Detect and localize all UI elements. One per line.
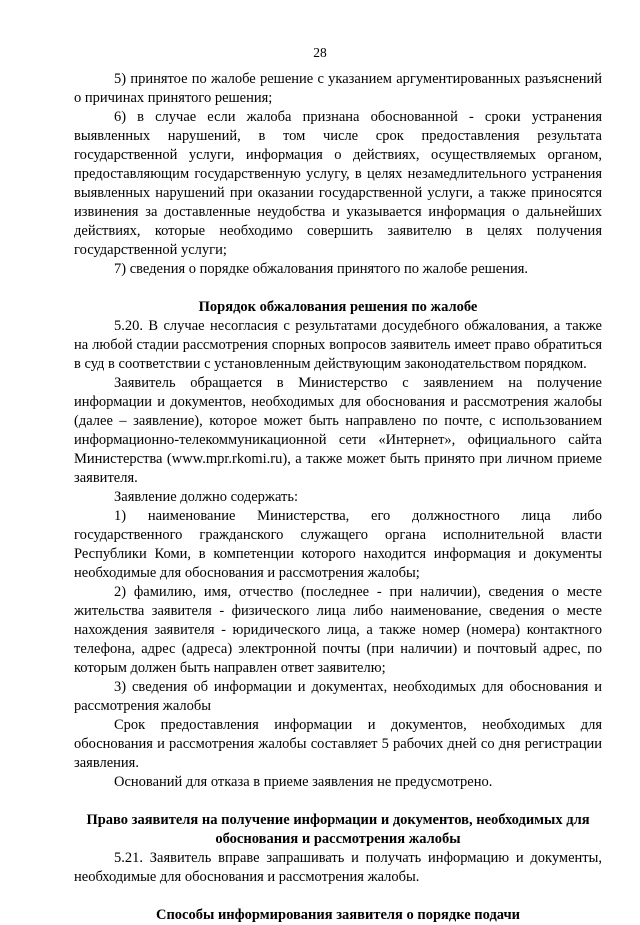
spacer [74,279,602,298]
spacer [74,792,602,811]
section-heading-rights-line1: Право заявителя на получение информации и документов, необходимых для [86,812,590,828]
spacer [74,887,602,906]
list-item-2: 2) фамилию, имя, отчество (последнее - при наличии), сведения о месте жительства заявителя - физического лица либо наименование, сведения о месте нахождения заявителя - юридического лица, а также номер (номера) контактного телефона, адрес (адреса) электронной почты (при наличии) и почтовый адрес, по которым должен быть направлен ответ заявителю; [74,584,602,676]
list-item-5: 5) принятое по жалобе решение с указанием аргументированных разъяснений о причинах принятого решения; [74,71,602,106]
paragraph-application: Заявитель обращается в Министерство с заявлением на получение информации и документов, необходимых для обоснования и рассмотрения жалобы (далее – заявление), которое может быть направлено по почте, с использованием информационно-телекоммуникационной сети «Интернет», официального сайта Министерства (www.mpr.rkomi.ru), а также может быть принято при личном приеме заявителя. [74,375,602,486]
list-item-7: 7) сведения о порядке обжалования принятого по жалобе решения. [114,261,529,277]
page-number: 28 [313,45,327,60]
list-item-1: 1) наименование Министерства, его должностного лица либо государственного гражданского служащего органа исполнительной власти Республики Коми, в компетенции которого находится информация и документы необходимые для обоснования и рассмотрения жалобы; [74,508,602,581]
section-heading-rights [74,811,602,849]
paragraph-no-refusal: Оснований для отказа в приеме заявления не предусмотрено. [114,774,493,790]
list-item-3: 3) сведения об информации и документах, необходимых для обоснования и рассмотрения жалобы [74,679,602,714]
paragraph-deadline: Срок предоставления информации и документов, необходимых для обоснования и рассмотрения жалобы составляет 5 рабочих дней со дня регистрации заявления. [74,717,602,771]
section-heading-rights-line2: обоснования и рассмотрения жалобы [215,831,461,847]
list-item-6: 6) в случае если жалоба признана обоснованной - сроки устранения выявленных нарушений, в том числе срок предоставления результата государственной услуги, информация о действиях, осуществляемых органом, предоставляющим государственную услугу, в целях незамедлительного устранения выявленных нарушений при оказании государственной услуги, а также приносятся извинения за доставленные неудобства и указывается информация о дальнейших действиях, которые необходимо совершить заявителю в целях получения государственной услуги; [74,109,602,258]
section-heading-appeal: Порядок обжалования решения по жалобе [198,299,478,315]
paragraph-5-20: 5.20. В случае несогласия с результатами досудебного обжалования, а также на любой стадии рассмотрения спорных вопросов заявитель имеет право обратиться в суд в соответствии с установленным действующим законодательством порядком. [74,318,602,372]
document-body [74,70,602,925]
section-heading-informing: Способы информирования заявителя о порядке подачи [155,907,520,923]
paragraph-contents-intro: Заявление должно содержать: [114,489,298,505]
paragraph-5-21: 5.21. Заявитель вправе запрашивать и получать информацию и документы, необходимые для обоснования и рассмотрения жалобы. [74,850,602,885]
